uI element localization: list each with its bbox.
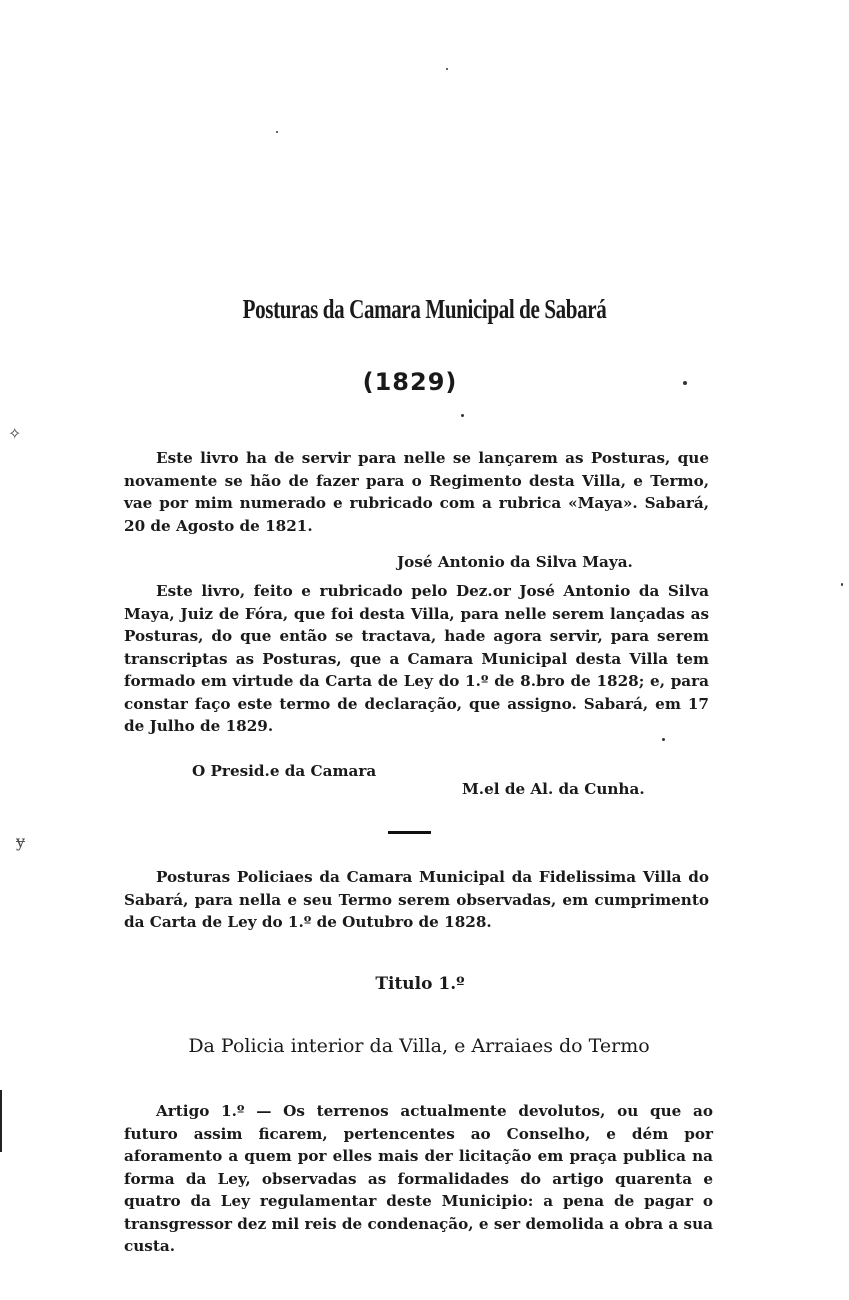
- document-year: (1829): [362, 368, 458, 396]
- article-1-text: Artigo 1.º — Os terrenos actualmente devolutos, ou que ao futuro assim ficarem, pertencentes ao Conselho, e dém por aforamento a quem por elles mais der licitação em praça publica na forma da Ley, observadas as formalidades do artigo quarenta e quatro da Ley regulamentar deste Municipio: a pena de pagar o transgressor dez mil reis de condenação, e ser demolida a obra a sua custa.: [124, 1102, 713, 1255]
- scan-speck: [662, 738, 665, 741]
- president-label: O Presid.e da Camara: [192, 762, 377, 780]
- paragraph-1: [124, 447, 709, 537]
- paragraph-2-text: Este livro, feito e rubricado pelo Dez.or José Antonio da Silva Maya, Juiz de Fóra, que foi desta Villa, para nelle serem lançadas as Posturas, do que então se tractava, hade agora servir, para serem transcriptas as Posturas, que a Camara Municipal desta Villa tem formado em virtude da Carta de Ley do 1.º de 8.bro de 1828; e, para constar faço este termo de declaração, que assigno. Sabará, em 17 de Julho de 1829.: [124, 582, 709, 735]
- signature-maya: José Antonio da Silva Maya.: [397, 553, 633, 571]
- scan-speck: [446, 68, 448, 70]
- article-1: [124, 1100, 713, 1258]
- section-subtitle: Da Policia interior da Villa, e Arraiaes do Termo: [188, 1035, 650, 1057]
- scan-speck: [276, 131, 278, 133]
- scan-mark: ɏ: [16, 832, 26, 851]
- scan-edge-mark: [0, 1090, 2, 1152]
- paragraph-3-text: Posturas Policiaes da Camara Municipal da Fidelissima Villa do Sabará, para nella e seu Termo serem observadas, em cumprimento da Carta de Ley do 1.º de Outubro de 1828.: [124, 868, 709, 931]
- section-title: Titulo 1.º: [375, 974, 465, 994]
- document-title: Posturas da Camara Municipal de Sabará: [242, 294, 607, 324]
- section-divider: [388, 831, 431, 834]
- scan-speck: [683, 381, 687, 385]
- paragraph-3: [124, 866, 709, 934]
- scan-speck: [841, 583, 843, 586]
- scan-mark: ✧: [8, 424, 22, 443]
- signature-cunha: M.el de Al. da Cunha.: [462, 780, 645, 798]
- paragraph-1-text: Este livro ha de servir para nelle se lançarem as Posturas, que novamente se hão de fazer para o Regimento desta Villa, e Termo, vae por mim numerado e rubricado com a rubrica «Maya». Sabará, 20 de Agosto de 1821.: [124, 449, 709, 535]
- scan-speck: [461, 414, 464, 417]
- paragraph-2: [124, 580, 709, 738]
